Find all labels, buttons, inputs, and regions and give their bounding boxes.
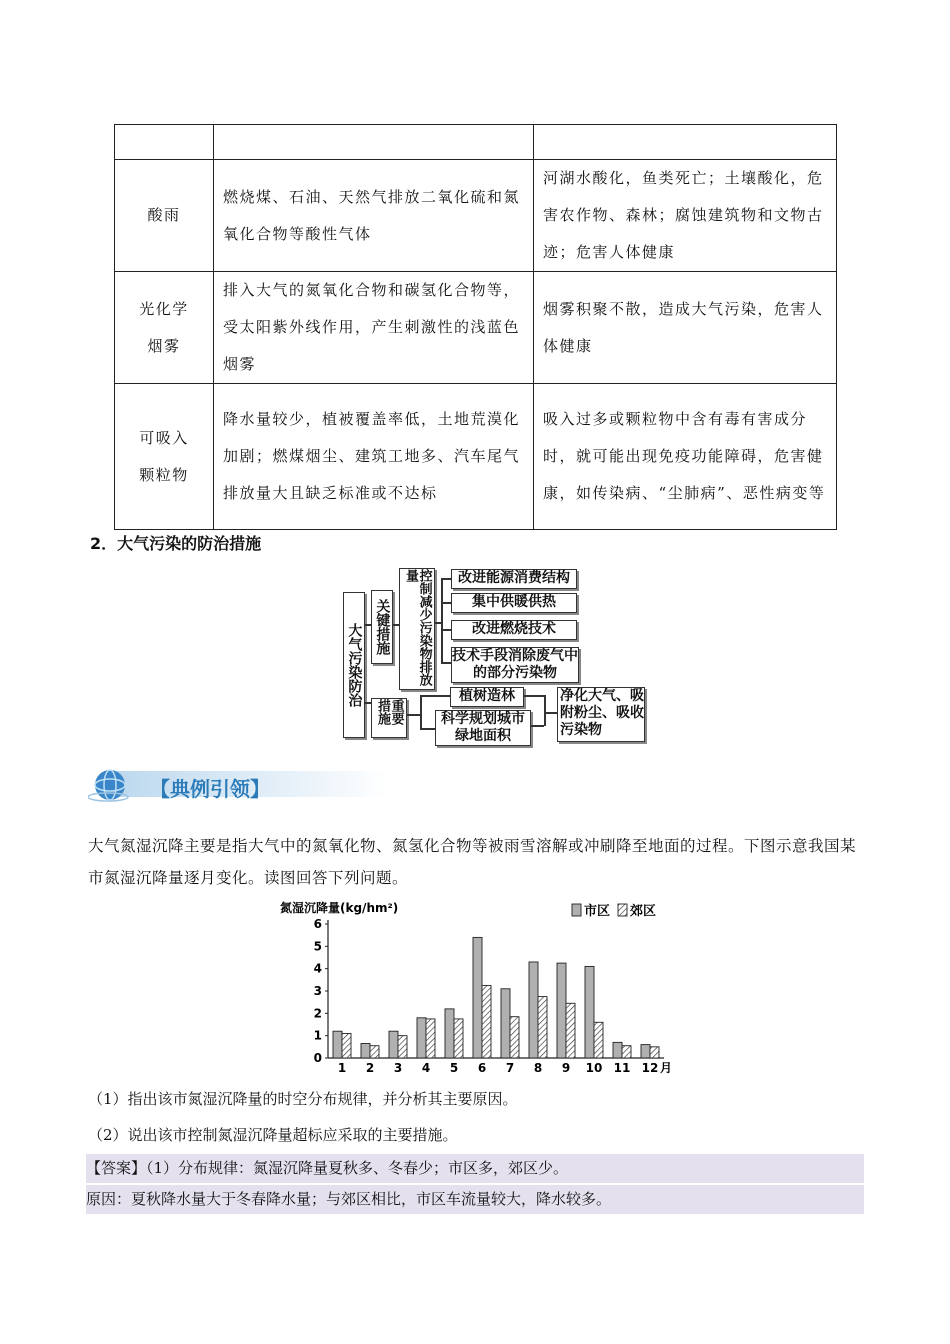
x-tick-label: 12 [641, 1061, 659, 1075]
y-tick-label: 3 [313, 984, 322, 998]
flow-control: 控制减少污染物排放量 [399, 568, 435, 690]
x-tick-label: 10 [585, 1061, 603, 1075]
bar-urban [501, 989, 510, 1058]
header-cell [214, 125, 534, 160]
bar-suburban [622, 1046, 631, 1058]
x-tick-label: 1 [337, 1061, 347, 1075]
flow-key-measures: 关键措施 [371, 590, 393, 664]
x-tick-label: 5 [449, 1061, 459, 1075]
green-planting: 植树造林 [450, 687, 524, 707]
measure-exhaust: 技术手段消除废气中的部分污染物 [452, 648, 578, 681]
bar-urban [473, 937, 482, 1058]
table-header-row [115, 125, 837, 160]
y-tick-label: 5 [313, 939, 322, 954]
x-tick-label: 4 [421, 1061, 431, 1075]
table-row [115, 384, 837, 530]
pollutant-cause: 排入大气的氮氧化合物和碳氢化合物等，受太阳紫外线作用，产生刺激性的浅蓝色烟雾 [214, 272, 534, 384]
legend-label: 郊区 [630, 904, 657, 919]
y-tick-label: 4 [313, 961, 322, 976]
pollutant-harm: 吸入过多或颗粒物中含有毒有害成分时，就可能出现免疫功能障碍，危害健康，如传染病、“尘肺病”、恶性病变等 [534, 384, 837, 530]
pollutant-cause: 燃烧煤、石油、天然气排放二氧化硫和氮氧化合物等酸性气体 [214, 160, 534, 272]
bar-suburban [510, 1017, 519, 1058]
bar-suburban [650, 1047, 659, 1058]
bar-suburban [482, 985, 491, 1058]
prevention-flowchart [343, 562, 648, 747]
x-tick-label: 7 [505, 1061, 515, 1075]
y-tick-label: 6 [313, 917, 322, 931]
pollutant-cause: 降水量较少，植被覆盖率低，土地荒漠化加剧；燃煤烟尘、建筑工地多、汽车尾气排放量大且缺乏标准或不达标 [214, 384, 534, 530]
bar-suburban [342, 1033, 351, 1058]
pollutant-name: 可吸入颗粒物 [115, 384, 214, 530]
header-cell [115, 125, 214, 160]
bar-urban [557, 963, 566, 1058]
x-tick-label: 9 [561, 1061, 571, 1075]
bar-urban [529, 962, 538, 1058]
banner-title: 【典例引领】 [150, 777, 270, 801]
pollutant-name: 光化学烟雾 [115, 272, 214, 384]
chart-legend [572, 903, 656, 919]
x-tick-label: 2 [365, 1061, 375, 1075]
bar-suburban [426, 1019, 435, 1058]
bar-urban [445, 1009, 454, 1058]
x-tick-label: 6 [477, 1061, 487, 1075]
measure-heating: 集中供暖供热 [451, 593, 577, 613]
pollutant-name: 酸雨 [115, 160, 214, 272]
table-row [115, 272, 837, 384]
flow-important-measures: 重要措施 [371, 698, 407, 738]
intro-paragraph: 大气氮湿沉降主要是指大气中的氮氧化物、氮氢化合物等被雨雪溶解或冲刷降至地面的过程。下图示意我国某市氮湿沉降量逐月变化。读图回答下列问题。 [88, 837, 857, 887]
answer-line-1: 【答案】（1）分布规律：氮湿沉降量夏秋多、冬春少；市区多，郊区少。 [86, 1154, 864, 1183]
x-tick-label: 3 [393, 1061, 403, 1075]
bar-suburban [538, 997, 547, 1058]
x-tick-label: 8 [533, 1061, 543, 1075]
flow-root: 大气污染防治 [343, 592, 365, 738]
answer-line-2: 原因：夏秋降水量大于冬春降水量；与郊区相比，市区车流量较大，降水较多。 [86, 1185, 864, 1214]
section-heading: 2．大气污染的防治措施 [90, 534, 262, 553]
bar-urban [389, 1031, 398, 1058]
measure-energy: 改进能源消费结构 [451, 569, 577, 589]
header-cell [534, 125, 837, 160]
nitrogen-chart [280, 898, 700, 1078]
x-tick-label: 11 [613, 1061, 631, 1075]
bar-urban [417, 1018, 426, 1058]
bar-urban [641, 1045, 650, 1058]
bar-suburban [454, 1019, 463, 1058]
x-axis-label: 月 [660, 1061, 673, 1075]
pollutant-harm: 河湖水酸化，鱼类死亡；土壤酸化，危害农作物、森林；腐蚀建筑物和文物古迹；危害人体健康 [534, 160, 837, 272]
y-tick-label: 2 [313, 1006, 322, 1021]
y-tick-label: 0 [313, 1051, 322, 1065]
green-planning: 科学规划城市绿地面积 [435, 710, 531, 746]
bar-suburban [566, 1003, 575, 1058]
pollutant-harm: 烟雾积聚不散，造成大气污染，危害人体健康 [534, 272, 837, 384]
chart-ylabel: 氮湿沉降量(kg/hm²) [280, 901, 399, 915]
table-row [115, 160, 837, 272]
bar-urban [585, 966, 594, 1058]
question-1: （1）指出该市氮湿沉降量的时空分布规律，并分析其主要原因。 [88, 1090, 518, 1108]
bar-suburban [370, 1046, 379, 1058]
y-tick-label: 1 [313, 1028, 322, 1043]
pollution-table [114, 124, 837, 530]
legend-label: 市区 [584, 904, 611, 919]
legend-swatch-suburban [618, 904, 627, 916]
bar-urban [361, 1043, 370, 1058]
bar-urban [613, 1042, 622, 1058]
bar-urban [333, 1031, 342, 1058]
question-2: （2）说出该市控制氮湿沉降量超标应采取的主要措施。 [88, 1126, 458, 1144]
legend-swatch-urban [572, 904, 581, 916]
green-effect: 净化大气、吸附粉尘、吸收污染物 [557, 687, 645, 742]
bar-suburban [398, 1036, 407, 1058]
bar-suburban [594, 1022, 603, 1058]
measure-combustion: 改进燃烧技术 [451, 620, 577, 640]
